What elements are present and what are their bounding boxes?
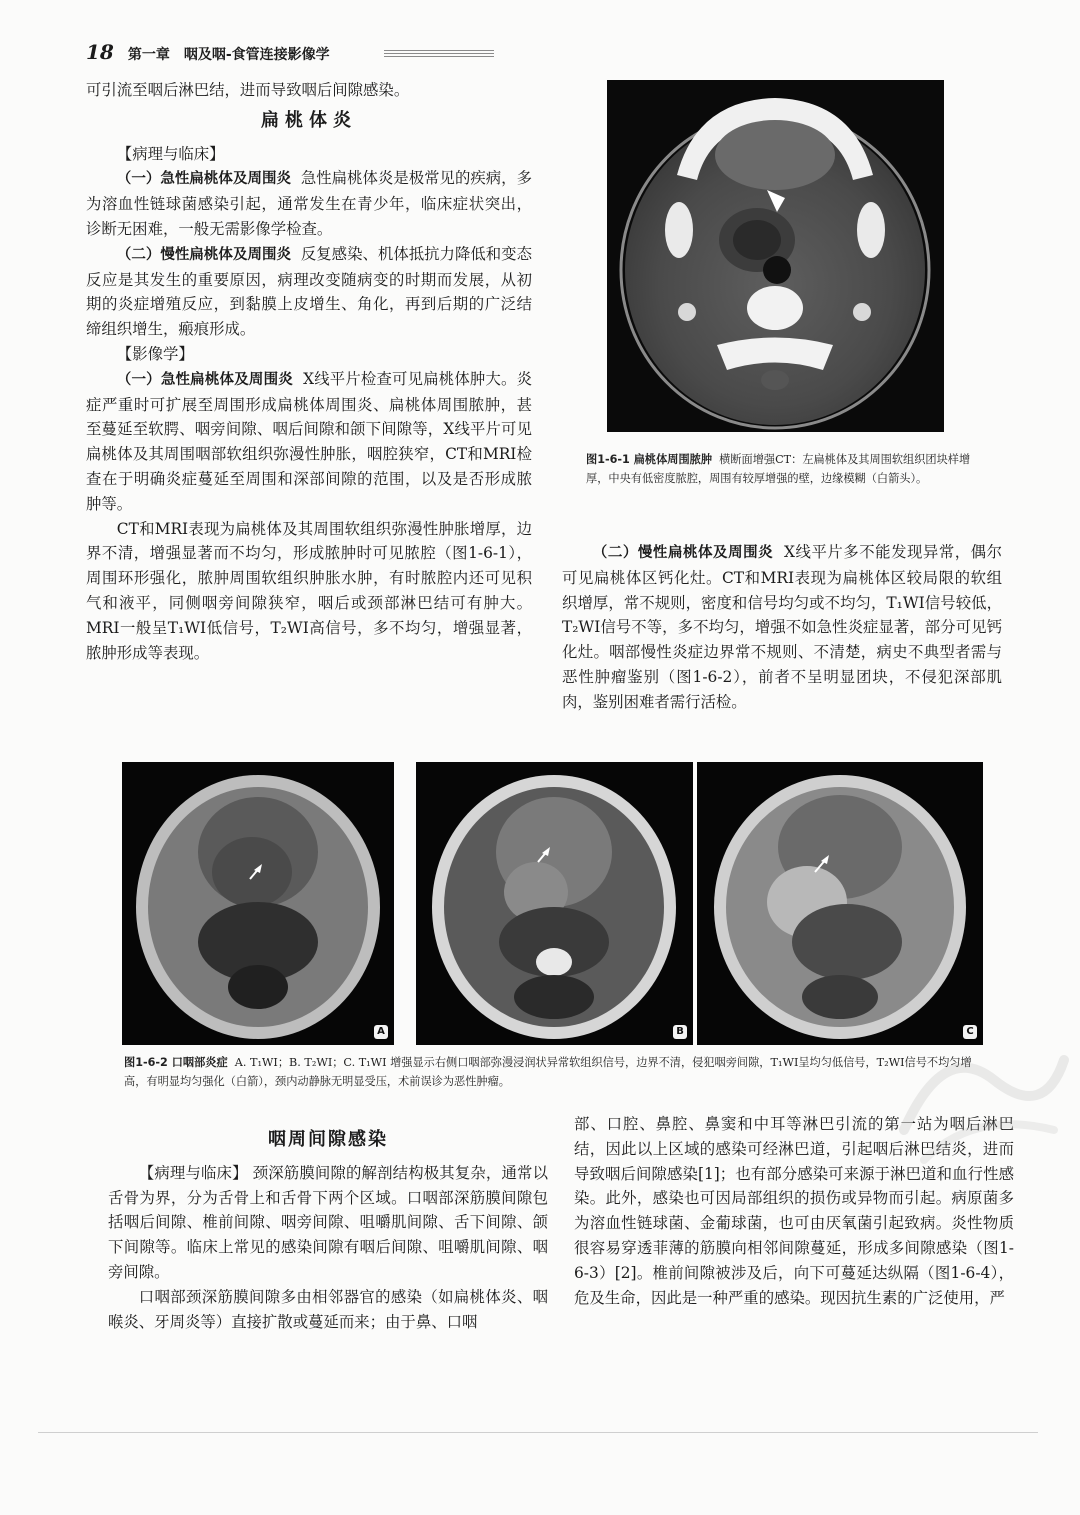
chapter-title: 咽及咽-食管连接影像学 xyxy=(183,47,330,63)
acute-text: 急性扁桃体炎是极常见的疾病，多为溶血性链球菌感染引起，通常发生在青少年，临床症状突出，诊断无困难，一般无需影像学检查。 xyxy=(86,169,532,238)
section-title-perpharyngeal: 咽周间隙感染 xyxy=(268,1129,388,1150)
perpharyngeal-paragraph-1 xyxy=(108,1161,548,1285)
chapter-label: 第一章 xyxy=(127,47,170,63)
bottom-left-column xyxy=(108,1128,548,1334)
ct-mri-paragraph: CT和MRI表现为扁桃体及其周围软组织弥漫性肿胀增厚，边界不清，增强显著而不均匀，形成脓肿时可见脓腔（图1-6-1），周围环形强化，脓肿周围软组织肿胀水肿，有时脓腔内还可见积气和液平，同侧咽旁间隙狭窄，咽后或颈部淋巴结可有肿大。MRI一般呈T₁WI低信号，T₂WI高信号，多不均匀，增强显著，脓肿形成等表现。 xyxy=(86,519,532,662)
right-chronic-paragraph xyxy=(562,540,1002,715)
imaging-heading: 【影像学】 xyxy=(116,344,194,363)
figure-1-label: 图1-6-1 扁桃体周围脓肿 xyxy=(586,453,713,466)
chronic-label: （二）慢性扁桃体及周围炎 xyxy=(116,246,292,263)
figure-2-label: 图1-6-2 口咽部炎症 xyxy=(124,1056,228,1069)
header-decoration xyxy=(384,50,494,58)
mri-t1-illustration xyxy=(122,762,394,1045)
acute-paragraph xyxy=(86,166,532,241)
perpharyngeal-paragraph-2: 口咽部颈深筋膜间隙多由相邻器官的感染（如扁桃体炎、咽喉炎、牙周炎等）直接扩散或蔓延而来；由于鼻、口咽 xyxy=(108,1287,548,1331)
figure-2-caption-text: A. T₁WI；B. T₂WI；C. T₁WI 增强显示右侧口咽部弥漫浸润状异常软组织信号，边界不清，侵犯咽旁间隙，T₁WI呈均匀低信号，T₂WI信号不均匀增高，有明显均匀强化（白箭），颈内动静脉无明显受压，术前误诊为恶性肿瘤。 xyxy=(124,1056,972,1088)
page-number: 18 xyxy=(86,40,114,64)
right-chronic-text: X线平片多不能发现异常，偶尔可见扁桃体区钙化灶。CT和MRI表现为扁桃体区较局限的软组织增厚，常不规则，密度和信号均匀或不均匀，T₁WI信号较低，T₂WI信号不等，多不均匀，增强不如急性炎症显著，部分可见钙化灶。咽部慢性炎症边界常不规则、不清楚，病史不典型者需与恶性肿瘤鉴别（图1-6-2），前者不呈明显团块，不侵犯深部肌肉，鉴别困难者需行活检。 xyxy=(562,543,1002,711)
panel-label-b: B xyxy=(673,1025,687,1039)
intro-paragraph: 可引流至咽后淋巴结，进而导致咽后间隙感染。 xyxy=(86,81,410,99)
running-header xyxy=(86,40,330,64)
left-column xyxy=(86,78,532,665)
mri-t1-contrast-illustration xyxy=(697,762,983,1045)
mri-t2-illustration xyxy=(416,762,693,1045)
chronic-paragraph xyxy=(86,242,532,342)
right-chronic-label: （二）慢性扁桃体及周围炎 xyxy=(592,545,774,561)
perpharyngeal-paragraph-3: 部、口腔、鼻腔、鼻窦和中耳等淋巴引流的第一站为咽后淋巴结，因此以上区域的感染可经淋巴道，引起咽后淋巴结炎，进而导致咽后间隙感染[1]；也有部分感染可来源于淋巴道和血行性感染。此外，感染也可因局部组织的损伤或异物而引起。病原菌多为溶血性链球菌、金葡球菌，也可由厌氧菌引起致病。炎性物质很容易穿透菲薄的筋膜向相邻间隙蔓延，形成多间隙感染（图1-6-3）[2]。椎前间隙被涉及后，向下可蔓延达纵隔（图1-6-4），危及生命，因此是一种严重的感染。现因抗生素的广泛使用，严 xyxy=(574,1115,1014,1307)
figure-1-caption-text: 横断面增强CT：左扁桃体及其周围软组织团块样增厚，中央有低密度脓腔，周围有较厚增强的壁，边缘模糊（白箭头）。 xyxy=(586,453,971,485)
figure-2-panel-c xyxy=(697,762,983,1045)
figure-2-panel-b xyxy=(416,762,693,1045)
figure-2-panel-a xyxy=(122,762,394,1045)
panel-label-a: A xyxy=(374,1025,388,1039)
imaging-acute-label: （一）急性扁桃体及周围炎 xyxy=(116,371,293,388)
chronic-text: 反复感染、机体抵抗力降低和变态反应是其发生的重要原因，病理改变随病变的时期而发展，从初期的炎症增殖反应，到黏膜上皮增生、角化，再到后期的广泛结缔组织增生，瘢痕形成。 xyxy=(86,244,532,339)
right-column xyxy=(562,540,1002,715)
imaging-acute-paragraph xyxy=(86,367,532,517)
acute-label: （一）急性扁桃体及周围炎 xyxy=(116,171,292,188)
perpharyngeal-heading: 【病理与临床】 xyxy=(138,1163,248,1182)
ct-scan-illustration xyxy=(607,80,944,432)
section-title-tonsillitis: 扁桃体炎 xyxy=(261,109,357,131)
imaging-acute-text: X线平片检查可见扁桃体肿大。炎症严重时可扩展至周围形成扁桃体周围炎、扁桃体周围脓肿，甚至蔓延至软腭、咽旁间隙、咽后间隙和颌下间隙等，X线平片可见扁桃体及其周围咽部软组织弥漫性肿胀，咽腔狭窄，CT和MRI检查在于明确炎症蔓延至周围和深部间隙的范围，以及是否形成脓肿等。 xyxy=(86,369,532,513)
figure-1-ct-image xyxy=(607,80,944,432)
page-bottom-rule xyxy=(38,1432,1038,1433)
figure-2-caption xyxy=(124,1053,986,1091)
panel-label-c: C xyxy=(963,1025,977,1039)
perpharyngeal-text-1: 颈深筋膜间隙的解剖结构极其复杂，通常以舌骨为界，分为舌骨上和舌骨下两个区域。口咽部深筋膜间隙包括咽后间隙、椎前间隙、咽旁间隙、咀嚼肌间隙、舌下间隙、颌下间隙等。临床上常见的感染间隙有咽后间隙、咀嚼肌间隙、咽旁间隙。 xyxy=(108,1163,548,1281)
figure-1-caption xyxy=(586,450,982,488)
pathology-heading: 【病理与临床】 xyxy=(116,144,225,163)
watermark-logo xyxy=(884,1020,1074,1170)
